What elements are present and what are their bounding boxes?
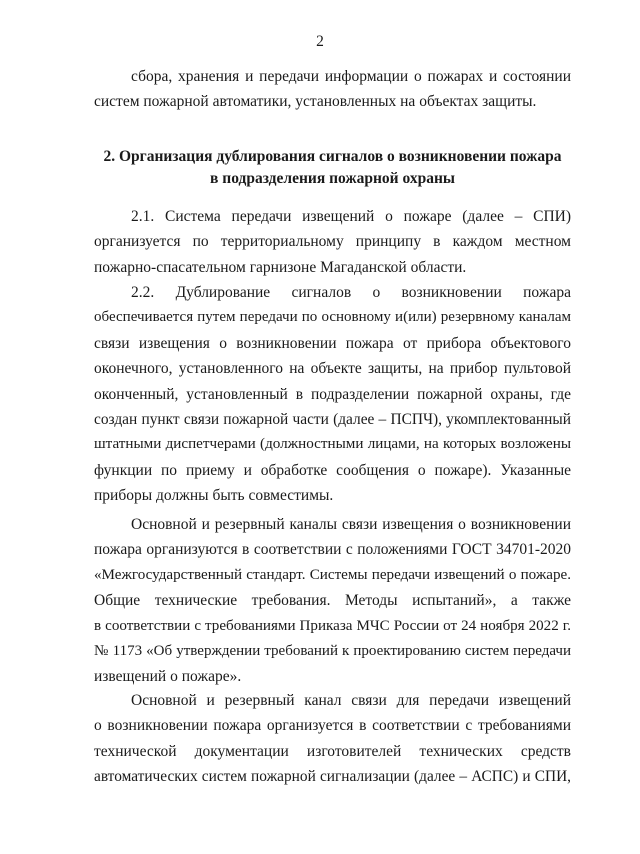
text-line: создан пункт связи пожарной части (далее – ПСПЧ), укомплектованный bbox=[94, 411, 571, 429]
text-line: в соответствии с требованиями Приказа МЧС России от 24 ноября 2022 г. bbox=[94, 617, 571, 634]
text-line: «Межгосударственный стандарт. Системы передачи извещений о пожаре. bbox=[94, 566, 571, 583]
text-line: штатными диспетчерами (должностными лицами, на которых возложены bbox=[94, 436, 571, 453]
paragraph-2-2 bbox=[94, 280, 571, 509]
text-line: извещений о пожаре». bbox=[94, 668, 242, 686]
text-line: сбора, хранения и передачи информации о пожарах и состоянии bbox=[131, 68, 571, 85]
text-line: функции по приему и обработке сообщения о пожаре). Указанные bbox=[94, 461, 571, 479]
paragraph-channels-docs bbox=[94, 688, 571, 790]
section-heading bbox=[94, 146, 571, 190]
text-line: обеспечивается путем передачи по основному и(или) резервному каналам bbox=[94, 309, 571, 326]
text-line: пожара организуются в соответствии с положениями ГОСТ 34701-2020 bbox=[94, 541, 571, 559]
text-line: пожарно-спасательном гарнизоне Магаданской области. bbox=[94, 258, 467, 276]
text-line: № 1173 «Об утверждении требований к проектированию систем передачи bbox=[94, 643, 571, 660]
intro-paragraph bbox=[94, 64, 571, 115]
page-number: 2 bbox=[316, 33, 324, 50]
text-line: Общие технические требования. Методы испытаний», а также bbox=[94, 592, 571, 610]
text-line: о возникновении пожара организуется в соответствии с требованиями bbox=[94, 717, 571, 735]
paragraph-2-1 bbox=[94, 204, 571, 280]
text-line: 2.1. Система передачи извещений о пожаре (далее – СПИ) bbox=[131, 208, 571, 225]
text-line: оконечного, установленного на объекте защиты, на прибор пультовой bbox=[94, 360, 571, 378]
text-line: автоматических систем пожарной сигнализации (далее – АСПС) и СПИ, bbox=[94, 768, 571, 786]
text-line: Основной и резервный каналы связи извещения о возникновении bbox=[131, 516, 571, 533]
heading-line: 2. Организация дублирования сигналов о возникновении пожара bbox=[103, 148, 562, 165]
text-line: связи извещения о возникновении пожара от прибора объектового bbox=[94, 334, 571, 352]
text-line: 2.2. Дублирование сигналов о возникновении пожара bbox=[131, 284, 571, 301]
paragraph-channels-gost bbox=[94, 512, 571, 690]
text-line: организуется по территориальному принципу в каждом местном bbox=[94, 233, 571, 251]
text-line: технической документации изготовителей технических средств bbox=[94, 742, 571, 760]
text-line: Основной и резервный канал связи для передачи извещений bbox=[131, 692, 571, 709]
heading-line: в подразделения пожарной охраны bbox=[210, 170, 455, 187]
text-line: приборы должны быть совместимы. bbox=[94, 487, 334, 505]
text-line: оконченный, установленный в подразделении пожарной охраны, где bbox=[94, 385, 571, 403]
text-line: систем пожарной автоматики, установленных на объектах защиты. bbox=[94, 93, 537, 111]
